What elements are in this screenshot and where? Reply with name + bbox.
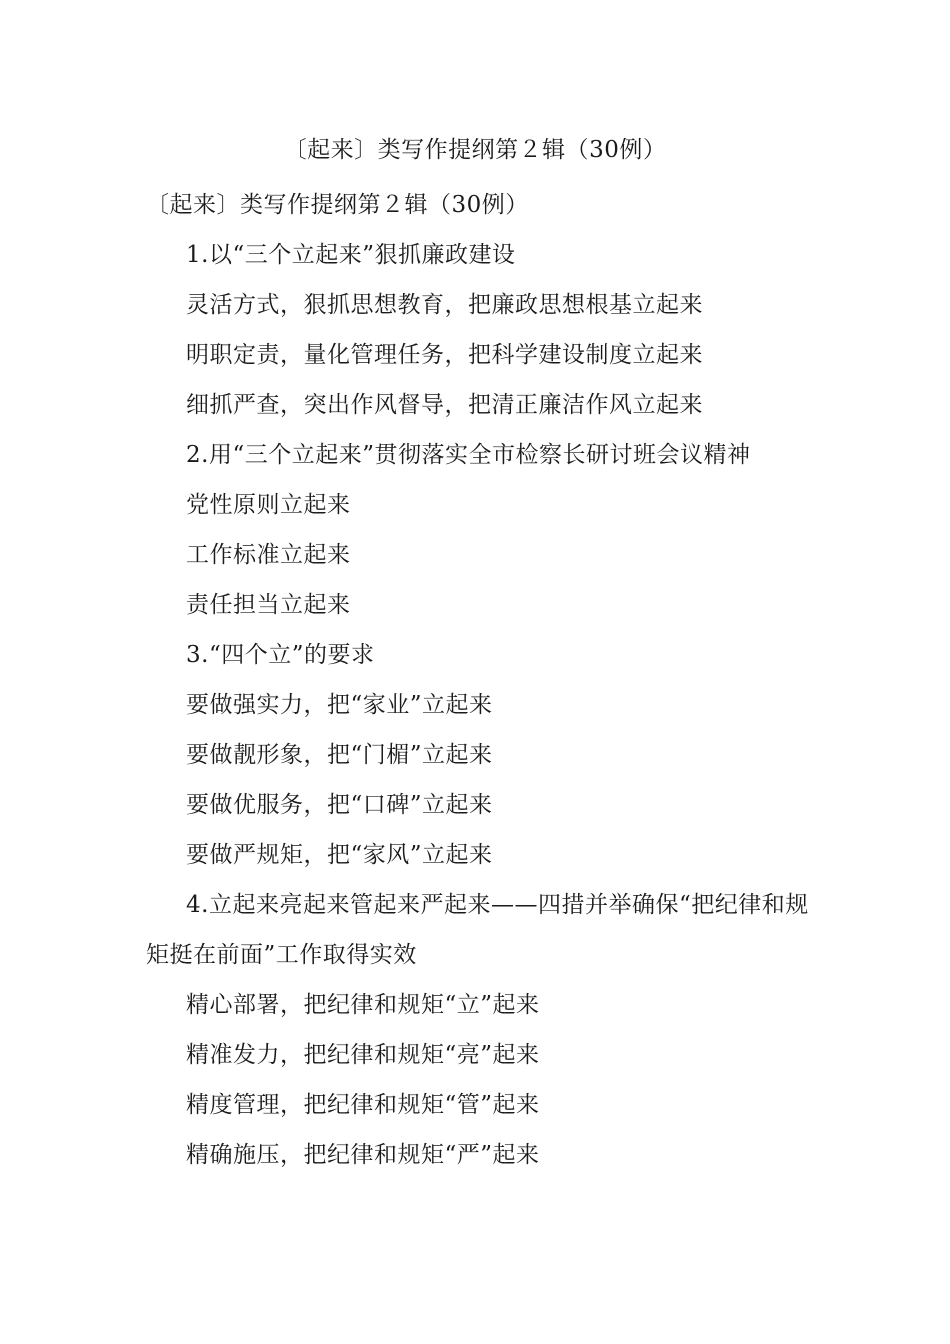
list-item: 责任担当立起来	[186, 592, 351, 618]
section-heading-1: 1.以“三个立起来”狠抓廉政建设	[186, 242, 516, 268]
list-item: 要做严规矩，把“家风”立起来	[186, 842, 493, 868]
section-heading-2: 2.用“三个立起来”贯彻落实全市检察长研讨班会议精神	[186, 442, 751, 468]
list-item: 细抓严查，突出作风督导，把清正廉洁作风立起来	[186, 392, 703, 418]
document-body	[146, 180, 811, 1180]
list-item: 工作标准立起来	[186, 542, 351, 568]
list-item: 精确施压，把纪律和规矩“严”起来	[186, 1142, 540, 1168]
list-item: 明职定责，量化管理任务，把科学建设制度立起来	[186, 342, 703, 368]
subtitle-paragraph: 〔起来〕类写作提纲第２辑（30例）	[146, 192, 529, 218]
list-item: 精度管理，把纪律和规矩“管”起来	[186, 1092, 540, 1118]
section-heading-4: 4.立起来亮起来管起来严起来——四措并举确保“把纪律和规矩挺在前面”工作取得实效	[146, 892, 809, 968]
list-item: 要做优服务，把“口碑”立起来	[186, 792, 493, 818]
list-item: 要做靓形象，把“门楣”立起来	[186, 742, 493, 768]
list-item: 要做强实力，把“家业”立起来	[186, 692, 493, 718]
list-item: 党性原则立起来	[186, 492, 351, 518]
list-item: 精心部署，把纪律和规矩“立”起来	[186, 992, 540, 1018]
document-title: 〔起来〕类写作提纲第２辑（30例）	[283, 137, 667, 163]
list-item: 灵活方式，狠抓思想教育，把廉政思想根基立起来	[186, 292, 703, 318]
section-heading-3: 3.“四个立”的要求	[186, 642, 375, 668]
list-item: 精准发力，把纪律和规矩“亮”起来	[186, 1042, 540, 1068]
